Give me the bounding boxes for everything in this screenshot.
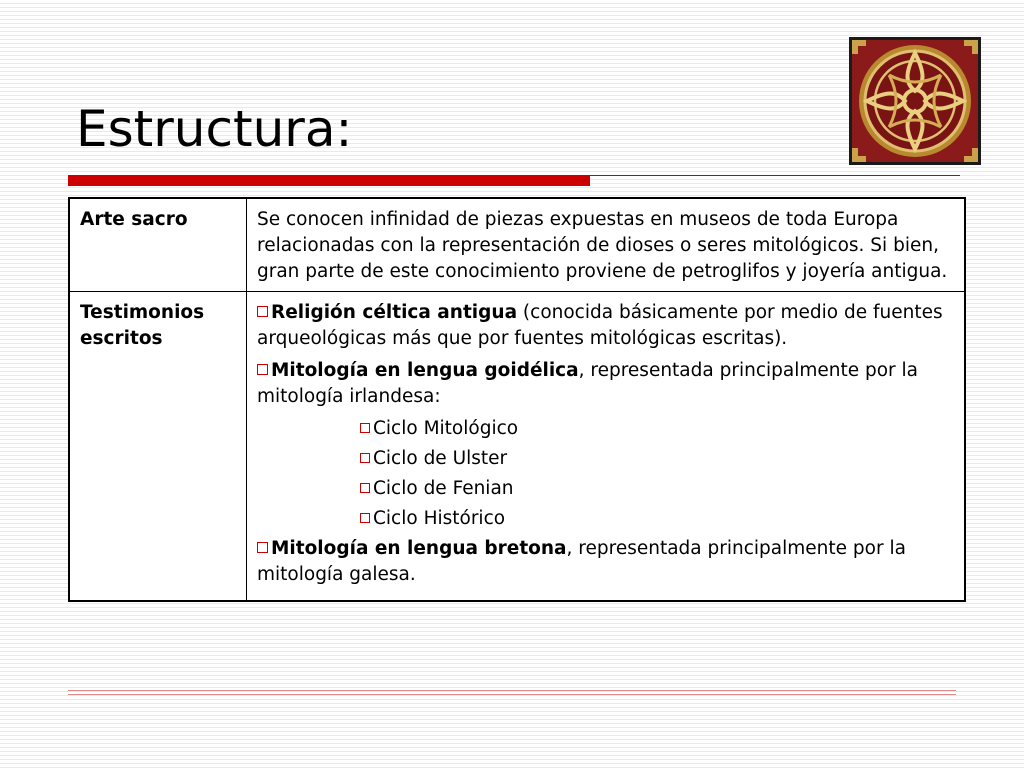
sub-item-text: Ciclo Mitológico (373, 418, 519, 439)
item-text: , representada principalmente por la mitología galesa. (257, 538, 906, 585)
square-bullet-icon (360, 423, 370, 433)
footer-line (68, 690, 956, 691)
square-bullet-icon (360, 453, 370, 463)
list-item (257, 300, 954, 352)
slide-title: Estructura: (76, 100, 353, 158)
footer-line (68, 694, 956, 695)
square-bullet-icon (257, 542, 268, 553)
sub-list-item (360, 476, 954, 502)
celtic-knot-cross-icon (849, 37, 981, 165)
sub-list-item (360, 416, 954, 442)
item-title: Religión céltica antigua (271, 302, 518, 323)
sub-list-item (360, 446, 954, 472)
table-row (69, 292, 965, 602)
title-underline-bar (68, 175, 590, 186)
item-title: Mitología en lengua goidélica (271, 360, 579, 381)
sub-item-text: Ciclo de Fenian (373, 478, 514, 499)
sub-item-text: Ciclo de Ulster (373, 448, 508, 469)
square-bullet-icon (360, 483, 370, 493)
item-title: Mitología en lengua bretona (271, 538, 567, 559)
list-item (257, 358, 954, 410)
row-heading: Testimonios escritos (69, 292, 247, 602)
square-bullet-icon (257, 306, 268, 317)
list-item (257, 536, 954, 588)
sub-list-item (360, 506, 954, 532)
row-heading: Arte sacro (69, 198, 247, 292)
square-bullet-icon (360, 513, 370, 523)
square-bullet-icon (257, 364, 268, 375)
row-content (247, 292, 966, 602)
table-row (69, 198, 965, 292)
item-text: (conocida básicamente por medio de fuentes arqueológicas más que por fuentes mitológicas escritas). (257, 302, 943, 349)
item-text: , representada principalmente por la mitología irlandesa: (257, 360, 919, 407)
sub-item-text: Ciclo Histórico (373, 508, 506, 529)
row-text: Se conocen infinidad de piezas expuestas en museos de toda Europa relacionadas con la representación de dioses o seres mitológicos. Si bien, gran parte de este conocimiento proviene de petroglifos y joyería antigua. (247, 198, 966, 292)
title-underline-line (590, 175, 960, 176)
content-table (68, 197, 966, 602)
